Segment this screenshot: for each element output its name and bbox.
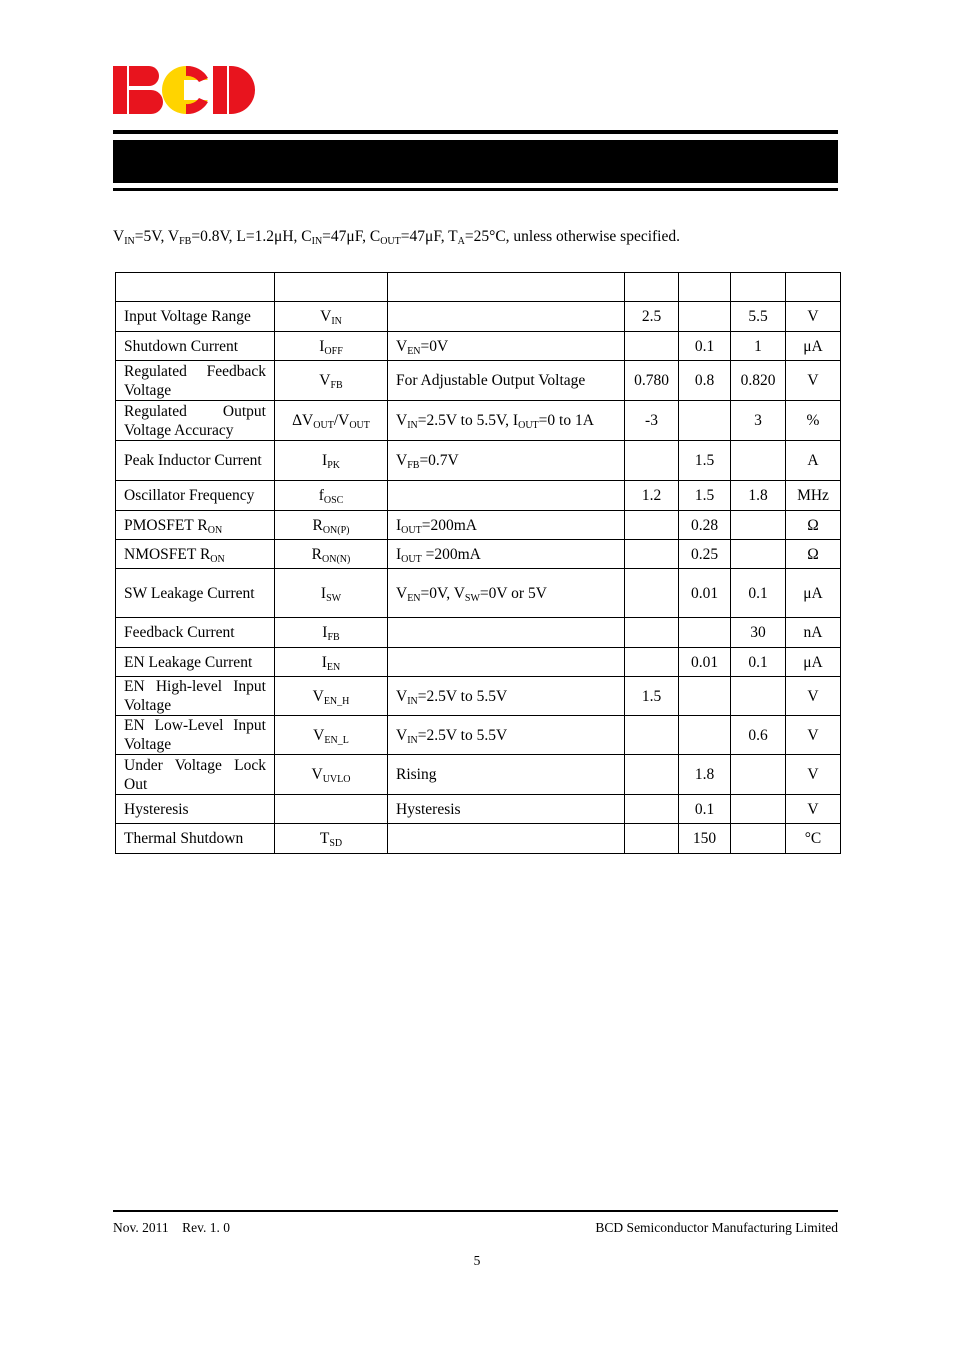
logo-letter-b <box>113 66 163 114</box>
table-row <box>116 755 841 795</box>
min-cell <box>625 648 679 677</box>
unit-cell: % <box>786 401 841 441</box>
max-cell: 5.5 <box>731 302 786 332</box>
typ-cell <box>679 302 731 332</box>
max-cell: 1 <box>731 332 786 361</box>
max-cell: 0.820 <box>731 361 786 401</box>
table-row <box>116 824 841 854</box>
symbol-cell: $T_{SD}$ <box>275 824 388 854</box>
max-cell <box>731 824 786 854</box>
unit-cell: V <box>786 361 841 401</box>
subscript: IN <box>407 420 418 431</box>
unit-cell: V <box>786 302 841 332</box>
param-cell: Shutdown Current <box>116 332 275 361</box>
param-cell: EN Low-Level Input Voltage <box>116 716 275 755</box>
typ-cell <box>679 677 731 716</box>
condition-cell: $I_{OUT} =200mA$ <box>388 540 625 569</box>
subscript: OUT <box>401 524 422 536</box>
subscript: OUT <box>401 553 422 565</box>
header-rule <box>113 130 838 134</box>
min-cell <box>625 511 679 540</box>
max-cell <box>731 511 786 540</box>
symbol-cell: $I_{EN}$ <box>275 648 388 677</box>
unit-cell: A <box>786 441 841 481</box>
subscript: SW <box>326 592 342 604</box>
table-row <box>116 401 841 441</box>
param-cell: Thermal Shutdown <box>116 824 275 854</box>
subscript: A <box>457 236 465 247</box>
table-row <box>116 361 841 401</box>
table-row <box>116 540 841 569</box>
param-cell <box>116 273 275 302</box>
subscript: SD <box>329 838 343 849</box>
subscript: EN <box>407 345 421 357</box>
condition-cell: $V_{IN}=2.5V$ to 5.5V, $I_{OUT}=0$ to 1A <box>388 401 625 441</box>
unit-cell: V <box>786 716 841 755</box>
unit-cell: V <box>786 755 841 795</box>
condition-cell: $V_{EN}=0V$ <box>388 332 625 361</box>
bcd-logo <box>113 64 255 116</box>
symbol-cell: $V_{FB}$ <box>275 361 388 401</box>
symbol-cell: $I_{OFF}$ <box>275 332 388 361</box>
min-cell: 0.780 <box>625 361 679 401</box>
min-cell <box>625 540 679 569</box>
param-cell: Regulated Feedback Voltage <box>116 361 275 401</box>
max-cell <box>731 795 786 824</box>
max-cell <box>731 677 786 716</box>
table-row <box>116 481 841 511</box>
table-row <box>116 569 841 618</box>
subscript: PK <box>327 460 340 471</box>
subscript: SW <box>464 592 480 604</box>
table-row <box>116 648 841 677</box>
table-row <box>116 511 841 540</box>
unit-cell: Ω <box>786 511 841 540</box>
condition-cell <box>388 618 625 648</box>
subscript: FB <box>407 460 420 471</box>
min-cell <box>625 795 679 824</box>
typ-cell <box>679 618 731 648</box>
subscript: FB <box>179 236 192 247</box>
unit-cell: nA <box>786 618 841 648</box>
unit-cell: °C <box>786 824 841 854</box>
unit-cell: Ω <box>786 540 841 569</box>
symbol-cell: $V_{UVLO}$ <box>275 755 388 795</box>
subscript: OUT <box>518 420 539 431</box>
max-cell <box>731 273 786 302</box>
typ-cell: 0.01 <box>679 569 731 618</box>
typ-cell: 0.1 <box>679 332 731 361</box>
subscript: IN <box>331 316 342 327</box>
subscript: EN <box>326 661 341 673</box>
symbol-cell: $I_{FB}$ <box>275 618 388 648</box>
subscript: EN_L <box>324 734 349 746</box>
unit-cell <box>786 273 841 302</box>
table-row <box>116 441 841 481</box>
param-cell: Oscillator Frequency <box>116 481 275 511</box>
symbol-cell: $\Delta V_{OUT}/V_{OUT}$ <box>275 401 388 441</box>
param-cell: Regulated Output Voltage Accuracy <box>116 401 275 441</box>
condition-cell: For Adjustable Output Voltage <box>388 361 625 401</box>
param-cell: PMOSFET $R_{ON}$ <box>116 511 275 540</box>
typ-cell <box>679 273 731 302</box>
min-cell <box>625 273 679 302</box>
condition-cell: $V_{FB}=0.7V$ <box>388 441 625 481</box>
condition-cell <box>388 481 625 511</box>
subscript: EN_H <box>323 695 350 707</box>
table-row <box>116 332 841 361</box>
min-cell <box>625 569 679 618</box>
subscript: FB <box>330 380 343 391</box>
max-cell: 0.1 <box>731 648 786 677</box>
max-cell <box>731 755 786 795</box>
param-cell: Peak Inductor Current <box>116 441 275 481</box>
typ-cell <box>679 716 731 755</box>
typ-cell: 1.5 <box>679 441 731 481</box>
param-cell: Hysteresis <box>116 795 275 824</box>
electrical-characteristics-table <box>115 272 841 854</box>
condition-cell: $V_{IN}=2.5V$ to 5.5V <box>388 677 625 716</box>
param-cell: Input Voltage Range <box>116 302 275 332</box>
param-cell: Under Voltage Lock Out <box>116 755 275 795</box>
page-number: 5 <box>473 1253 481 1268</box>
typ-cell <box>679 401 731 441</box>
subscript: UVLO <box>322 774 351 785</box>
footer-rule <box>113 1210 838 1212</box>
symbol-cell: $I_{SW}$ <box>275 569 388 618</box>
typ-cell: 150 <box>679 824 731 854</box>
min-cell <box>625 716 679 755</box>
min-cell <box>625 441 679 481</box>
subscript: FB <box>327 632 340 643</box>
footer-date-revision: Nov. 2011 Rev. 1. 0 <box>113 1220 230 1235</box>
table-row <box>116 795 841 824</box>
logo-letter-c <box>162 66 212 114</box>
max-cell: 0.1 <box>731 569 786 618</box>
symbol-cell: $R_{ON(P)}$ <box>275 511 388 540</box>
min-cell: 1.2 <box>625 481 679 511</box>
symbol-cell: $R_{ON(N)}$ <box>275 540 388 569</box>
param-cell: NMOSFET $R_{ON}$ <box>116 540 275 569</box>
symbol-cell: $V_{EN\_L}$ <box>275 716 388 755</box>
unit-cell: μA <box>786 648 841 677</box>
min-cell <box>625 824 679 854</box>
logo-letter-d <box>213 66 255 114</box>
subscript: ON <box>207 524 223 536</box>
subscript: IN <box>407 734 418 746</box>
subscript: OFF <box>324 345 343 357</box>
footer-company: BCD Semiconductor Manufacturing Limited <box>595 1220 838 1235</box>
param-cell: Feedback Current <box>116 618 275 648</box>
max-cell <box>731 540 786 569</box>
condition-cell: Hysteresis <box>388 795 625 824</box>
max-cell: 30 <box>731 618 786 648</box>
condition-cell: Rising <box>388 755 625 795</box>
subscript: ON(P) <box>322 524 350 536</box>
table-row <box>116 302 841 332</box>
param-cell: EN High-level Input Voltage <box>116 677 275 716</box>
max-cell: 3 <box>731 401 786 441</box>
symbol-cell: $I_{PK}$ <box>275 441 388 481</box>
min-cell <box>625 332 679 361</box>
condition-cell: $V_{EN}=0V$, $V_{SW}=0V$ or 5V <box>388 569 625 618</box>
unit-cell: MHz <box>786 481 841 511</box>
table-row <box>116 677 841 716</box>
max-cell: 1.8 <box>731 481 786 511</box>
typ-cell: 0.8 <box>679 361 731 401</box>
subscript: IN <box>311 236 323 247</box>
table-row <box>116 716 841 755</box>
table-row <box>116 273 841 302</box>
unit-cell: V <box>786 795 841 824</box>
symbol-cell: $f_{OSC}$ <box>275 481 388 511</box>
condition-cell: $V_{IN}=2.5V$ to 5.5V <box>388 716 625 755</box>
subscript: ON <box>210 553 225 565</box>
subscript: OUT <box>313 420 334 431</box>
min-cell: 2.5 <box>625 302 679 332</box>
subscript: IN <box>407 695 418 707</box>
min-cell: -3 <box>625 401 679 441</box>
subscript: OUT <box>349 420 370 431</box>
subscript: IN <box>124 236 135 247</box>
symbol-cell <box>275 273 388 302</box>
unit-cell: μA <box>786 332 841 361</box>
subscript: OSC <box>323 495 344 506</box>
typ-cell: 1.5 <box>679 481 731 511</box>
symbol-cell: $V_{IN}$ <box>275 302 388 332</box>
condition-cell <box>388 302 625 332</box>
typ-cell: 0.01 <box>679 648 731 677</box>
max-cell <box>731 441 786 481</box>
condition-cell <box>388 648 625 677</box>
condition-cell: $I_{OUT}=200mA$ <box>388 511 625 540</box>
typ-cell: 1.8 <box>679 755 731 795</box>
typ-cell: 0.28 <box>679 511 731 540</box>
symbol-cell <box>275 795 388 824</box>
subscript: EN <box>407 592 421 604</box>
unit-cell: μA <box>786 569 841 618</box>
max-cell: 0.6 <box>731 716 786 755</box>
header-title-bar <box>113 140 838 183</box>
min-cell: 1.5 <box>625 677 679 716</box>
typ-cell: 0.1 <box>679 795 731 824</box>
unit-cell: V <box>786 677 841 716</box>
test-conditions: $V_{IN}=5V$, $V_{FB}=0.8V$, L=1.2μH, $C_{IN}=47\mu F$, $C_{OUT}=47\mu F$, $T_A=25^\circ C$, unless otherwise specified. <box>113 228 680 247</box>
min-cell <box>625 618 679 648</box>
typ-cell: 0.25 <box>679 540 731 569</box>
subscript: ON(N) <box>322 553 351 565</box>
param-cell: EN Leakage Current <box>116 648 275 677</box>
symbol-cell: $V_{EN\_H}$ <box>275 677 388 716</box>
condition-cell <box>388 273 625 302</box>
condition-cell <box>388 824 625 854</box>
table-row <box>116 618 841 648</box>
header-rule-lower <box>113 188 838 191</box>
min-cell <box>625 755 679 795</box>
param-cell: SW Leakage Current <box>116 569 275 618</box>
subscript: OUT <box>380 236 401 247</box>
